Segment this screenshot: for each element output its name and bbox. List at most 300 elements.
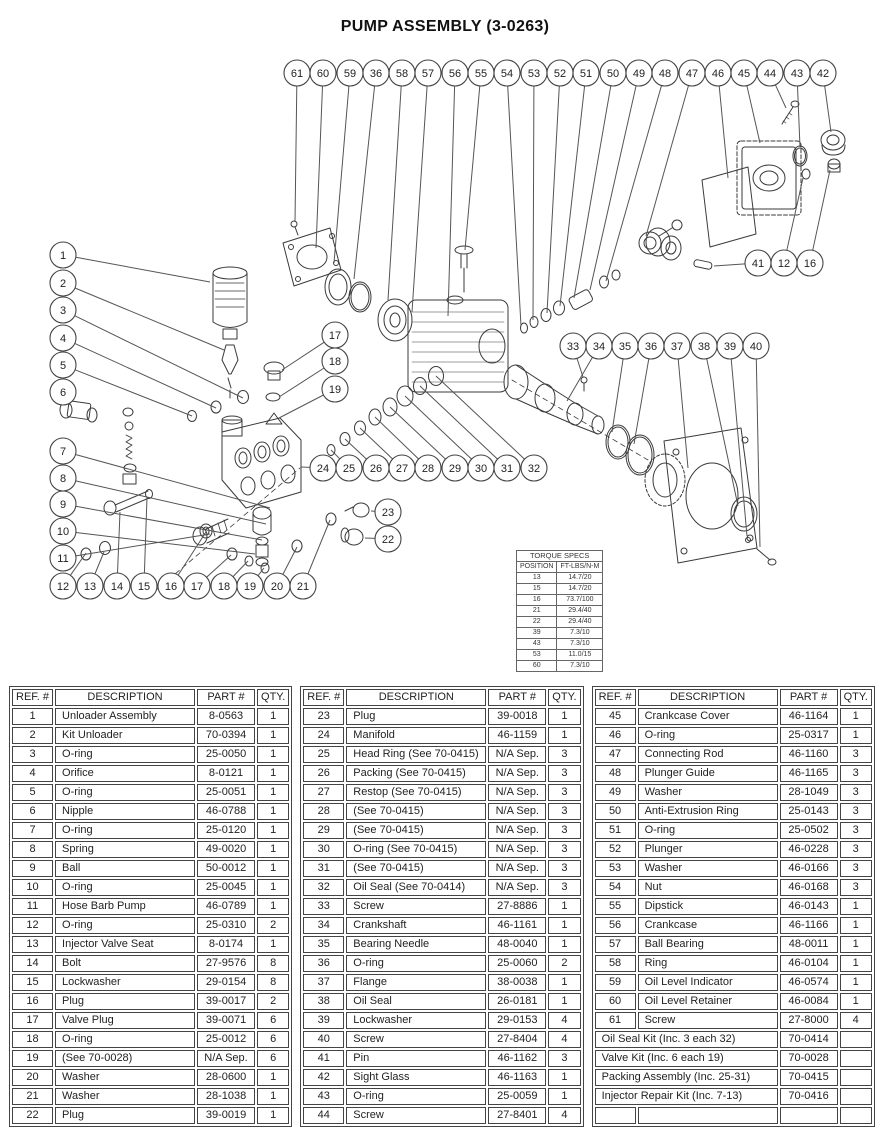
qty-cell: 6 xyxy=(257,1031,289,1048)
description-cell: Ring xyxy=(638,955,778,972)
callout-24 xyxy=(310,455,336,481)
part-number-cell: 46-1164 xyxy=(780,708,838,725)
leader-line-8 xyxy=(76,481,266,524)
svg-text:21: 21 xyxy=(296,580,310,593)
svg-text:52: 52 xyxy=(553,67,567,80)
description-cell: Manifold xyxy=(346,727,486,744)
callout-9 xyxy=(50,491,76,517)
ref-cell: 19 xyxy=(12,1050,53,1067)
svg-text:34: 34 xyxy=(592,340,606,353)
svg-text:28: 28 xyxy=(421,462,435,475)
qty-cell: 1 xyxy=(257,727,289,744)
callout-27 xyxy=(389,455,415,481)
qty-cell: 3 xyxy=(548,822,580,839)
table-row xyxy=(12,1031,289,1048)
part-number-cell: 27-8886 xyxy=(488,898,546,915)
part-number-cell: 38-0038 xyxy=(488,974,546,991)
leader-line-5 xyxy=(75,370,192,416)
part-ball-bearing xyxy=(378,299,412,341)
table-row xyxy=(303,993,580,1010)
ref-cell: 4 xyxy=(12,765,53,782)
callout-53 xyxy=(521,60,547,86)
table-row xyxy=(12,708,289,725)
svg-text:33: 33 xyxy=(566,340,580,353)
description-cell: (See 70-0028) xyxy=(55,1050,195,1067)
svg-text:16: 16 xyxy=(803,257,817,270)
leader-line-43 xyxy=(798,86,801,147)
ref-cell: 12 xyxy=(12,917,53,934)
part-number-cell: N/A Sep. xyxy=(488,803,546,820)
svg-text:48: 48 xyxy=(658,67,672,80)
leader-line-12 xyxy=(787,178,803,250)
leader-line-17 xyxy=(282,342,324,370)
leader-line-49 xyxy=(590,86,636,290)
ref-cell: 18 xyxy=(12,1031,53,1048)
callout-41 xyxy=(745,250,771,276)
part-number-cell: 8-0121 xyxy=(197,765,255,782)
leader-line-39 xyxy=(731,359,747,536)
description-cell: O-ring xyxy=(55,1031,195,1048)
description-cell: O-ring xyxy=(638,727,778,744)
table-row xyxy=(12,765,289,782)
part-number-cell: 27-9576 xyxy=(197,955,255,972)
leader-line-54 xyxy=(508,86,521,326)
part-number-cell: 25-0050 xyxy=(197,746,255,763)
parts-table-3 xyxy=(592,686,875,1127)
callout-circles xyxy=(50,60,836,599)
part-crankshaft xyxy=(504,365,604,434)
ref-cell: 54 xyxy=(595,879,636,896)
description-cell: Plug xyxy=(55,1107,195,1124)
part-pin xyxy=(693,259,712,270)
torque-row xyxy=(517,606,603,617)
part-number-cell: 25-0059 xyxy=(488,1088,546,1105)
kit-description-cell: Valve Kit (Inc. 6 each 19) xyxy=(595,1050,778,1067)
qty-cell: 1 xyxy=(257,879,289,896)
column-header: QTY. xyxy=(548,689,580,706)
description-cell: Lockwasher xyxy=(346,1012,486,1029)
description-cell: Head Ring (See 70-0415) xyxy=(346,746,486,763)
leader-line-20 xyxy=(283,547,297,574)
part-number-cell: 28-0600 xyxy=(197,1069,255,1086)
qty-cell: 1 xyxy=(840,917,872,934)
table-row xyxy=(303,1031,580,1048)
callout-21 xyxy=(290,573,316,599)
qty-cell: 1 xyxy=(548,898,580,915)
description-cell: Plug xyxy=(346,708,486,725)
torque-cell: 53 xyxy=(517,650,557,661)
svg-text:40: 40 xyxy=(749,340,763,353)
svg-text:19: 19 xyxy=(243,580,257,593)
leader-line-4 xyxy=(75,343,216,408)
svg-text:27: 27 xyxy=(395,462,409,475)
ref-cell: 56 xyxy=(595,917,636,934)
qty-cell: 1 xyxy=(257,803,289,820)
qty-cell: 1 xyxy=(840,708,872,725)
description-cell: Washer xyxy=(55,1069,195,1086)
leader-line-46 xyxy=(719,86,728,178)
table-row xyxy=(303,727,580,744)
part-number-cell: 39-0017 xyxy=(197,993,255,1010)
callout-17 xyxy=(322,322,348,348)
callout-46 xyxy=(705,60,731,86)
table-row xyxy=(303,1088,580,1105)
description-cell: Washer xyxy=(55,1088,195,1105)
qty-cell: 6 xyxy=(257,1050,289,1067)
callout-35 xyxy=(612,333,638,359)
description-cell: Screw xyxy=(346,898,486,915)
svg-text:57: 57 xyxy=(421,67,435,80)
description-cell: Kit Unloader xyxy=(55,727,195,744)
ref-cell: 9 xyxy=(12,860,53,877)
ref-cell: 26 xyxy=(303,765,344,782)
description-cell: (See 70-0415) xyxy=(346,860,486,877)
description-cell: Ball xyxy=(55,860,195,877)
svg-text:42: 42 xyxy=(816,67,830,80)
callout-52 xyxy=(547,60,573,86)
qty-cell: 1 xyxy=(548,1088,580,1105)
svg-text:61: 61 xyxy=(290,67,304,80)
svg-text:18: 18 xyxy=(217,580,231,593)
part-crankcase-cover xyxy=(737,141,801,215)
part-number-cell: 25-0502 xyxy=(780,822,838,839)
description-cell: O-ring xyxy=(55,784,195,801)
callout-39 xyxy=(717,333,743,359)
svg-text:17: 17 xyxy=(328,329,342,342)
part-number-cell: 28-1049 xyxy=(780,784,838,801)
part-retainer-ring xyxy=(325,269,371,312)
callout-19 xyxy=(322,376,348,402)
part-number-cell: N/A Sep. xyxy=(488,860,546,877)
part-number-cell: 48-0040 xyxy=(488,936,546,953)
part-number-cell: 46-1161 xyxy=(488,917,546,934)
table-row xyxy=(303,803,580,820)
part-number-cell: 46-0789 xyxy=(197,898,255,915)
qty-cell: 3 xyxy=(840,746,872,763)
svg-text:10: 10 xyxy=(56,525,70,538)
qty-cell: 1 xyxy=(257,765,289,782)
part-number-cell: 25-0310 xyxy=(197,917,255,934)
callout-50 xyxy=(600,60,626,86)
part-number-cell: N/A Sep. xyxy=(488,784,546,801)
qty-cell: 1 xyxy=(257,841,289,858)
svg-text:32: 32 xyxy=(527,462,541,475)
part-manifold xyxy=(222,416,301,508)
qty-cell: 1 xyxy=(548,917,580,934)
callout-20 xyxy=(264,573,290,599)
kit-row xyxy=(595,1031,872,1048)
qty-cell: 1 xyxy=(548,974,580,991)
description-cell: O-ring xyxy=(55,822,195,839)
torque-cell: 7.3/10 xyxy=(557,661,603,672)
part-number-cell: 46-1162 xyxy=(488,1050,546,1067)
table-row xyxy=(303,955,580,972)
qty-cell: 8 xyxy=(257,955,289,972)
ref-cell: 53 xyxy=(595,860,636,877)
description-cell: Ball Bearing xyxy=(638,936,778,953)
leader-line-18 xyxy=(279,368,324,397)
kit-row xyxy=(595,1050,872,1067)
part-cover-gasket xyxy=(702,167,756,247)
ref-cell: 40 xyxy=(303,1031,344,1048)
table-row xyxy=(595,1012,872,1029)
table-row xyxy=(12,993,289,1010)
ref-cell: 8 xyxy=(12,841,53,858)
svg-text:60: 60 xyxy=(316,67,330,80)
description-cell: Bolt xyxy=(55,955,195,972)
column-header: DESCRIPTION xyxy=(346,689,486,706)
leader-line-37 xyxy=(678,359,688,468)
description-cell: Plunger Guide xyxy=(638,765,778,782)
leader-line-28 xyxy=(375,417,419,459)
ref-cell: 55 xyxy=(595,898,636,915)
empty-cell xyxy=(638,1107,778,1124)
table-row xyxy=(595,898,872,915)
table-row xyxy=(595,841,872,858)
table-row xyxy=(303,1107,580,1124)
ref-cell: 10 xyxy=(12,879,53,896)
svg-text:3: 3 xyxy=(59,304,67,317)
callout-23 xyxy=(375,499,401,525)
header-row xyxy=(12,689,289,706)
qty-cell: 6 xyxy=(257,1012,289,1029)
qty-cell: 3 xyxy=(548,860,580,877)
description-cell: Unloader Assembly xyxy=(55,708,195,725)
ref-cell: 39 xyxy=(303,1012,344,1029)
description-cell: Nipple xyxy=(55,803,195,820)
table-row xyxy=(12,822,289,839)
table-row xyxy=(595,974,872,991)
leader-line-42 xyxy=(825,86,831,132)
callout-26 xyxy=(363,455,389,481)
description-cell: O-ring (See 70-0415) xyxy=(346,841,486,858)
qty-cell: 1 xyxy=(257,1069,289,1086)
callout-54 xyxy=(494,60,520,86)
svg-text:13: 13 xyxy=(83,580,97,593)
table-row xyxy=(303,860,580,877)
callout-55 xyxy=(468,60,494,86)
table-row xyxy=(12,784,289,801)
ref-cell: 52 xyxy=(595,841,636,858)
callout-7 xyxy=(50,438,76,464)
svg-text:38: 38 xyxy=(697,340,711,353)
table-row xyxy=(12,1107,289,1124)
description-cell: Plug xyxy=(55,993,195,1010)
ref-cell: 6 xyxy=(12,803,53,820)
description-cell: Screw xyxy=(638,1012,778,1029)
ref-cell: 21 xyxy=(12,1088,53,1105)
description-cell: Bearing Needle xyxy=(346,936,486,953)
torque-cell: 7.3/10 xyxy=(557,628,603,639)
ref-cell: 36 xyxy=(303,955,344,972)
leader-line-57 xyxy=(412,86,427,312)
torque-cell: 14.7/20 xyxy=(557,584,603,595)
qty-cell: 3 xyxy=(548,841,580,858)
part-number-cell: 46-0166 xyxy=(780,860,838,877)
qty-cell: 3 xyxy=(840,803,872,820)
leader-line-1 xyxy=(76,257,210,282)
svg-text:24: 24 xyxy=(316,462,330,475)
ref-cell: 48 xyxy=(595,765,636,782)
leader-line-51 xyxy=(560,86,585,306)
callout-1 xyxy=(50,242,76,268)
callout-30 xyxy=(468,455,494,481)
table-row xyxy=(595,746,872,763)
header-row xyxy=(303,689,580,706)
kit-qty-cell xyxy=(840,1069,872,1086)
callout-31 xyxy=(494,455,520,481)
svg-text:36: 36 xyxy=(644,340,658,353)
leader-line-15 xyxy=(144,497,147,573)
callout-18 xyxy=(322,348,348,374)
svg-text:36: 36 xyxy=(369,67,383,80)
leader-line-53 xyxy=(533,86,534,320)
qty-cell: 1 xyxy=(840,727,872,744)
leader-line-13 xyxy=(95,552,104,574)
header-row xyxy=(595,689,872,706)
svg-text:47: 47 xyxy=(685,67,699,80)
kit-row xyxy=(595,1069,872,1086)
torque-row xyxy=(517,628,603,639)
ref-cell: 57 xyxy=(595,936,636,953)
kit-part-number-cell: 70-0028 xyxy=(780,1050,838,1067)
table-row xyxy=(12,1069,289,1086)
table-row xyxy=(595,955,872,972)
torque-row xyxy=(517,595,603,606)
svg-text:9: 9 xyxy=(59,498,67,511)
ref-cell: 44 xyxy=(303,1107,344,1124)
qty-cell: 1 xyxy=(257,860,289,877)
part-number-cell: N/A Sep. xyxy=(488,879,546,896)
qty-cell: 3 xyxy=(840,784,872,801)
table-row xyxy=(12,974,289,991)
torque-cell: 15 xyxy=(517,584,557,595)
empty-cell xyxy=(780,1107,838,1124)
column-header: PART # xyxy=(780,689,838,706)
table-row xyxy=(12,803,289,820)
torque-cell: 22 xyxy=(517,617,557,628)
table-row xyxy=(303,974,580,991)
torque-row xyxy=(517,584,603,595)
callout-57 xyxy=(415,60,441,86)
part-number-cell: 29-0154 xyxy=(197,974,255,991)
part-number-cell: N/A Sep. xyxy=(488,822,546,839)
leader-line-55 xyxy=(465,86,480,250)
column-header: QTY. xyxy=(257,689,289,706)
part-number-cell: 50-0012 xyxy=(197,860,255,877)
callout-16 xyxy=(797,250,823,276)
callout-58 xyxy=(389,60,415,86)
part-injector-column xyxy=(123,408,136,484)
leader-line-2 xyxy=(75,288,224,350)
part-plunger-parts xyxy=(521,270,621,333)
ref-cell: 15 xyxy=(12,974,53,991)
description-cell: (See 70-0415) xyxy=(346,822,486,839)
description-cell: Sight Glass xyxy=(346,1069,486,1086)
qty-cell: 3 xyxy=(548,765,580,782)
callout-2 xyxy=(50,270,76,296)
leader-line-56 xyxy=(448,86,455,316)
ref-cell: 51 xyxy=(595,822,636,839)
svg-text:25: 25 xyxy=(342,462,356,475)
table-row xyxy=(303,1012,580,1029)
description-cell: Packing (See 70-0415) xyxy=(346,765,486,782)
part-number-cell: 46-0788 xyxy=(197,803,255,820)
callout-15 xyxy=(131,573,157,599)
table-row xyxy=(595,765,872,782)
svg-text:18: 18 xyxy=(328,355,342,368)
svg-text:2: 2 xyxy=(59,277,67,290)
svg-text:53: 53 xyxy=(527,67,541,80)
qty-cell: 1 xyxy=(840,955,872,972)
leader-line-9 xyxy=(76,506,262,540)
empty-cell xyxy=(595,1107,636,1124)
qty-cell: 1 xyxy=(548,993,580,1010)
callout-19 xyxy=(237,573,263,599)
table-row xyxy=(12,917,289,934)
callout-14 xyxy=(104,573,130,599)
description-cell: Washer xyxy=(638,860,778,877)
qty-cell: 1 xyxy=(257,936,289,953)
part-number-cell: 26-0181 xyxy=(488,993,546,1010)
table-row xyxy=(303,784,580,801)
torque-specs-table xyxy=(516,550,603,672)
svg-text:59: 59 xyxy=(343,67,357,80)
qty-cell: 3 xyxy=(840,860,872,877)
part-number-cell: 25-0051 xyxy=(197,784,255,801)
part-number-cell: N/A Sep. xyxy=(488,841,546,858)
callout-43 xyxy=(784,60,810,86)
description-cell: Hose Barb Pump xyxy=(55,898,195,915)
svg-text:12: 12 xyxy=(56,580,70,593)
qty-cell: 3 xyxy=(548,1050,580,1067)
qty-cell: 2 xyxy=(257,917,289,934)
description-cell: O-ring xyxy=(55,879,195,896)
svg-text:30: 30 xyxy=(474,462,488,475)
description-cell: Lockwasher xyxy=(55,974,195,991)
torque-col-ftlbs: FT-LBS/N-M xyxy=(557,562,603,573)
qty-cell: 3 xyxy=(548,784,580,801)
leader-line-52 xyxy=(547,86,559,313)
leader-line-34 xyxy=(567,357,593,401)
table-row xyxy=(595,727,872,744)
description-cell: Flange xyxy=(346,974,486,991)
part-flange xyxy=(645,428,757,563)
table-row xyxy=(12,898,289,915)
leader-line-16 xyxy=(813,170,830,250)
callout-37 xyxy=(664,333,690,359)
part-number-cell: 39-0071 xyxy=(197,1012,255,1029)
part-number-cell: 39-0018 xyxy=(488,708,546,725)
ref-cell: 28 xyxy=(303,803,344,820)
callout-25 xyxy=(336,455,362,481)
kit-part-number-cell: 70-0416 xyxy=(780,1088,838,1105)
svg-text:29: 29 xyxy=(448,462,462,475)
kit-part-number-cell: 70-0415 xyxy=(780,1069,838,1086)
svg-text:8: 8 xyxy=(59,472,67,485)
qty-cell: 8 xyxy=(257,974,289,991)
table-row xyxy=(12,936,289,953)
description-cell: Washer xyxy=(638,784,778,801)
table-row xyxy=(595,784,872,801)
torque-cell: 16 xyxy=(517,595,557,606)
leader-line-10 xyxy=(76,533,255,555)
ref-cell: 35 xyxy=(303,936,344,953)
table-row xyxy=(595,822,872,839)
part-number-cell: 27-8000 xyxy=(780,1012,838,1029)
description-cell: Crankcase Cover xyxy=(638,708,778,725)
table-row xyxy=(595,879,872,896)
